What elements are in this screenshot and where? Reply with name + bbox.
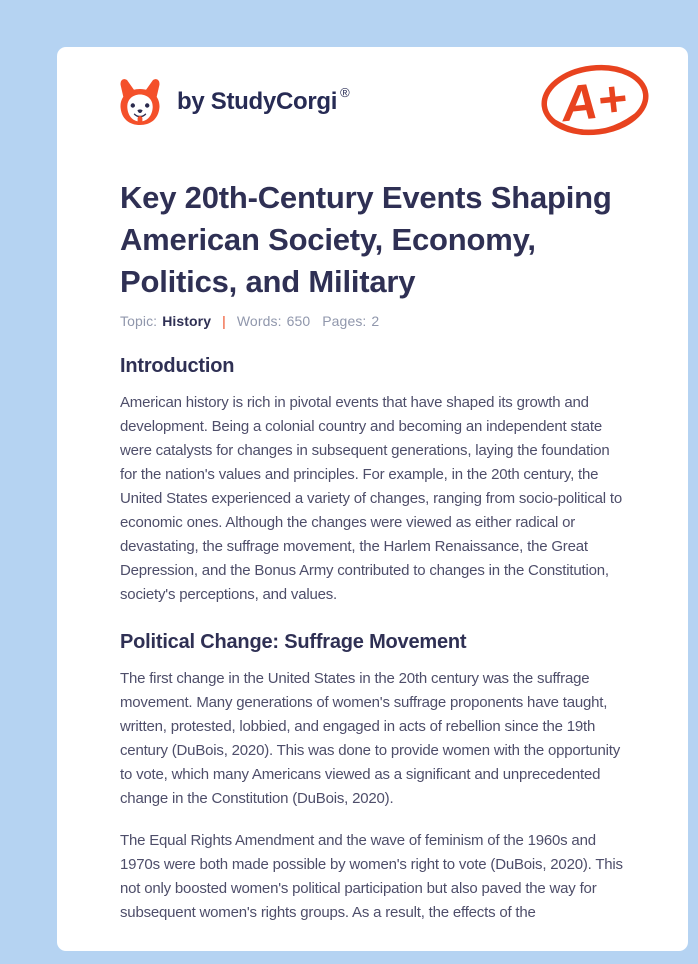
paragraph: American history is rich in pivotal events that have shaped its growth and development. Being a colonial country and becoming an independent state were catalysts for changes in subsequent generations, laying the foundation for the nation's values and principles. For example, in the 20th century, the United States experienced a variety of changes, ranging from socio-political to economic ones. Although the changes were viewed as either radical or devastating, the suffrage movement, the Harlem Renaissance, the Great Depression, and the Bonus Army contributed to changes in the Constitution, society's perceptions, and values. (120, 394, 622, 603)
pages-value: 2 (371, 313, 380, 329)
paragraph: The Equal Rights Amendment and the wave of feminism of the 1960s and 1970s were both made possible by women's right to vote (DuBois, 2020). This not only boosted women's political participation but also paved the way for subsequent women's rights groups. As a result, the effects of the (120, 832, 623, 921)
corgi-logo-icon (118, 78, 162, 126)
article-body (57, 177, 688, 925)
grade-a-plus-icon (538, 62, 653, 142)
section-heading: Introduction (120, 355, 235, 377)
brand-logo (118, 78, 350, 126)
section-introduction (120, 353, 628, 607)
topic-value: History (162, 313, 212, 329)
words-label: Words: (236, 313, 282, 329)
paragraph: The first change in the United States in the 20th century was the suffrage movement. Many generations of women's suffrage proponents have taught, written, protested, lobbied, and engaged in acts of rebellion since the 19th century (DuBois, 2020). This was done to provide women with the opportunity to vote, which many Americans viewed as a significant and unprecedented change in the Constitution (DuBois, 2020). (120, 670, 620, 807)
article-title: Key 20th-Century Events Shaping American Society, Economy, Politics, and Military (120, 180, 612, 299)
pages-label: Pages: (322, 313, 367, 329)
topic-label: Topic: (120, 313, 158, 329)
words-value: 650 (286, 313, 311, 329)
brand-text: by StudyCorgi (177, 88, 338, 115)
meta-divider: | (222, 313, 226, 329)
article-meta (120, 311, 628, 331)
section-heading: Political Change: Suffrage Movement (120, 631, 467, 653)
section-suffrage-movement (120, 629, 628, 925)
grade-badge-text: A+ (558, 69, 630, 133)
document-card (57, 47, 688, 951)
registered-mark: ® (340, 84, 350, 100)
card-header (57, 47, 688, 157)
